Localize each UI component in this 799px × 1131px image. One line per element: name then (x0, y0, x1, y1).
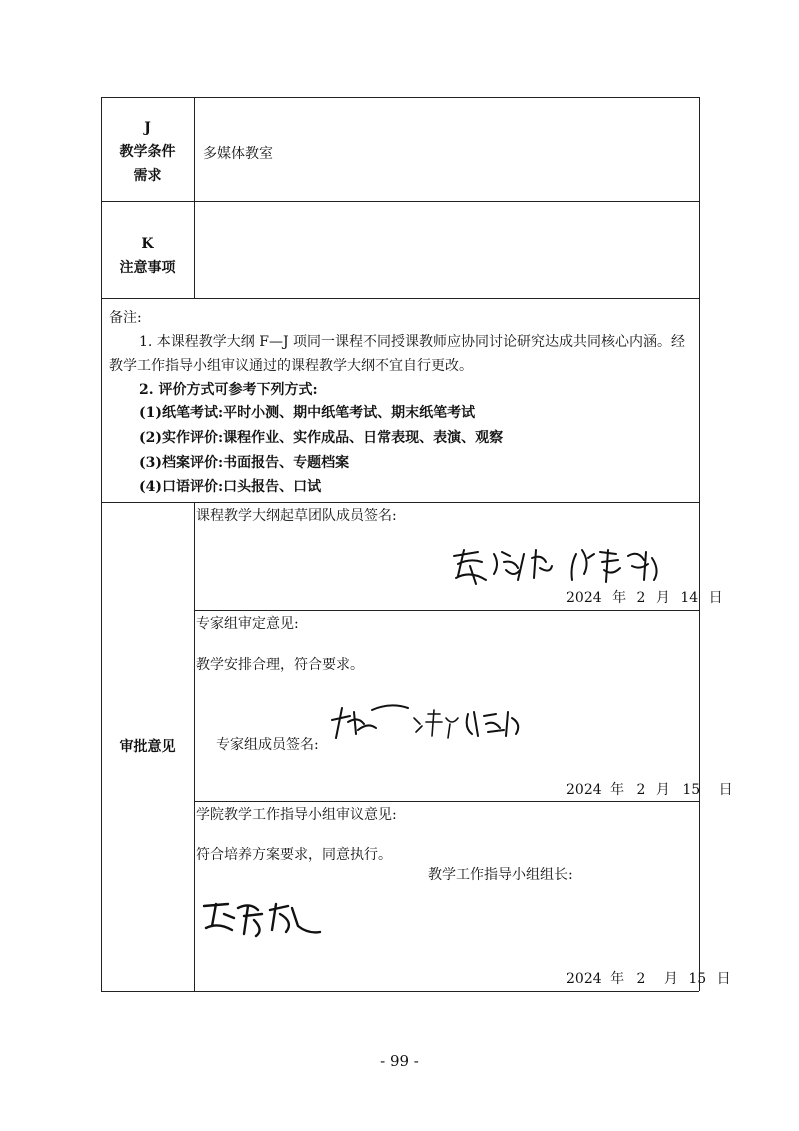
college-date-year: 2024 (566, 971, 602, 987)
college-date-day: 15 (688, 971, 707, 987)
label-column-divider-bottom (194, 502, 195, 991)
row-j-label-line2: 需求 (133, 168, 162, 184)
notes-heading: 备注: (109, 310, 142, 326)
notes-sub4: (4)口语评价:口头报告、口试 (139, 479, 322, 495)
notes-item1-line1: 1. 本课程教学大纲 F—J 项同一课程不同授课教师应协同讨论研究达成共同核心内涵。经 (139, 334, 686, 350)
college-date (566, 970, 731, 988)
drafting-title: 课程教学大纲起草团队成员签名: (196, 508, 397, 524)
drafting-bottom-border (194, 610, 699, 611)
expert-bottom-border (194, 801, 699, 802)
row-k-letter: K (141, 236, 154, 252)
expert-date-year-unit: 年 (610, 782, 625, 798)
row-k-bottom-border (101, 298, 699, 299)
notes-item2: 2. 评价方式可参考下列方式: (139, 382, 318, 398)
expert-date-month-unit: 月 (655, 782, 670, 798)
label-column-divider-top (194, 97, 195, 298)
drafting-date-month: 2 (636, 590, 646, 606)
college-title: 学院教学工作指导小组审议意见: (196, 807, 397, 823)
college-date-month-unit: 月 (663, 971, 678, 987)
row-j-letter: J (144, 120, 151, 136)
college-date-day-unit: 日 (716, 971, 731, 987)
drafting-team-signatures (448, 540, 670, 590)
notes-bottom-border (101, 502, 699, 503)
row-j-content: 多媒体教室 (203, 146, 273, 162)
notes-sub3: (3)档案评价:书面报告、专题档案 (139, 455, 350, 471)
notes-sub1: (1)纸笔考试:平时小测、期中纸笔考试、期末纸笔考试 (139, 405, 476, 421)
expert-date (566, 781, 733, 799)
notes-sub2: (2)实作评价:课程作业、实作成品、日常表现、表演、观察 (139, 430, 504, 446)
row-j-bottom-border (101, 201, 699, 202)
approval-label: 审批意见 (119, 739, 176, 755)
drafting-date-year: 2024 (566, 590, 602, 606)
expert-date-day: 15 (682, 782, 701, 798)
table-bottom-border (101, 991, 699, 992)
college-leader-signature (198, 896, 328, 942)
page-number: - 99 - (380, 1052, 419, 1070)
college-date-month: 2 (636, 971, 646, 987)
expert-date-month: 2 (636, 782, 646, 798)
notes-item1-line2: 教学工作指导小组审议通过的课程教学大纲不宜自行更改。 (109, 358, 473, 374)
drafting-date-day: 14 (680, 590, 699, 606)
expert-date-day-unit: 日 (718, 782, 733, 798)
drafting-date-year-unit: 年 (612, 590, 627, 606)
drafting-date-day-unit: 日 (708, 590, 723, 606)
expert-title: 专家组审定意见: (196, 616, 299, 632)
college-date-year-unit: 年 (610, 971, 625, 987)
college-opinion: 符合培养方案要求，同意执行。 (196, 847, 392, 863)
expert-date-year: 2024 (566, 782, 602, 798)
table-top-border (101, 97, 699, 98)
college-leader-label: 教学工作指导小组组长: (428, 867, 573, 883)
drafting-date (566, 589, 723, 607)
expert-member-signatures (328, 700, 538, 744)
row-k-label: 注意事项 (119, 260, 176, 276)
table-left-border (101, 97, 102, 991)
expert-sign-label: 专家组成员签名: (216, 737, 319, 753)
expert-opinion: 教学安排合理，符合要求。 (196, 657, 364, 673)
drafting-date-month-unit: 月 (655, 590, 670, 606)
table-right-border (699, 97, 700, 991)
row-j-label-line1: 教学条件 (119, 144, 176, 160)
